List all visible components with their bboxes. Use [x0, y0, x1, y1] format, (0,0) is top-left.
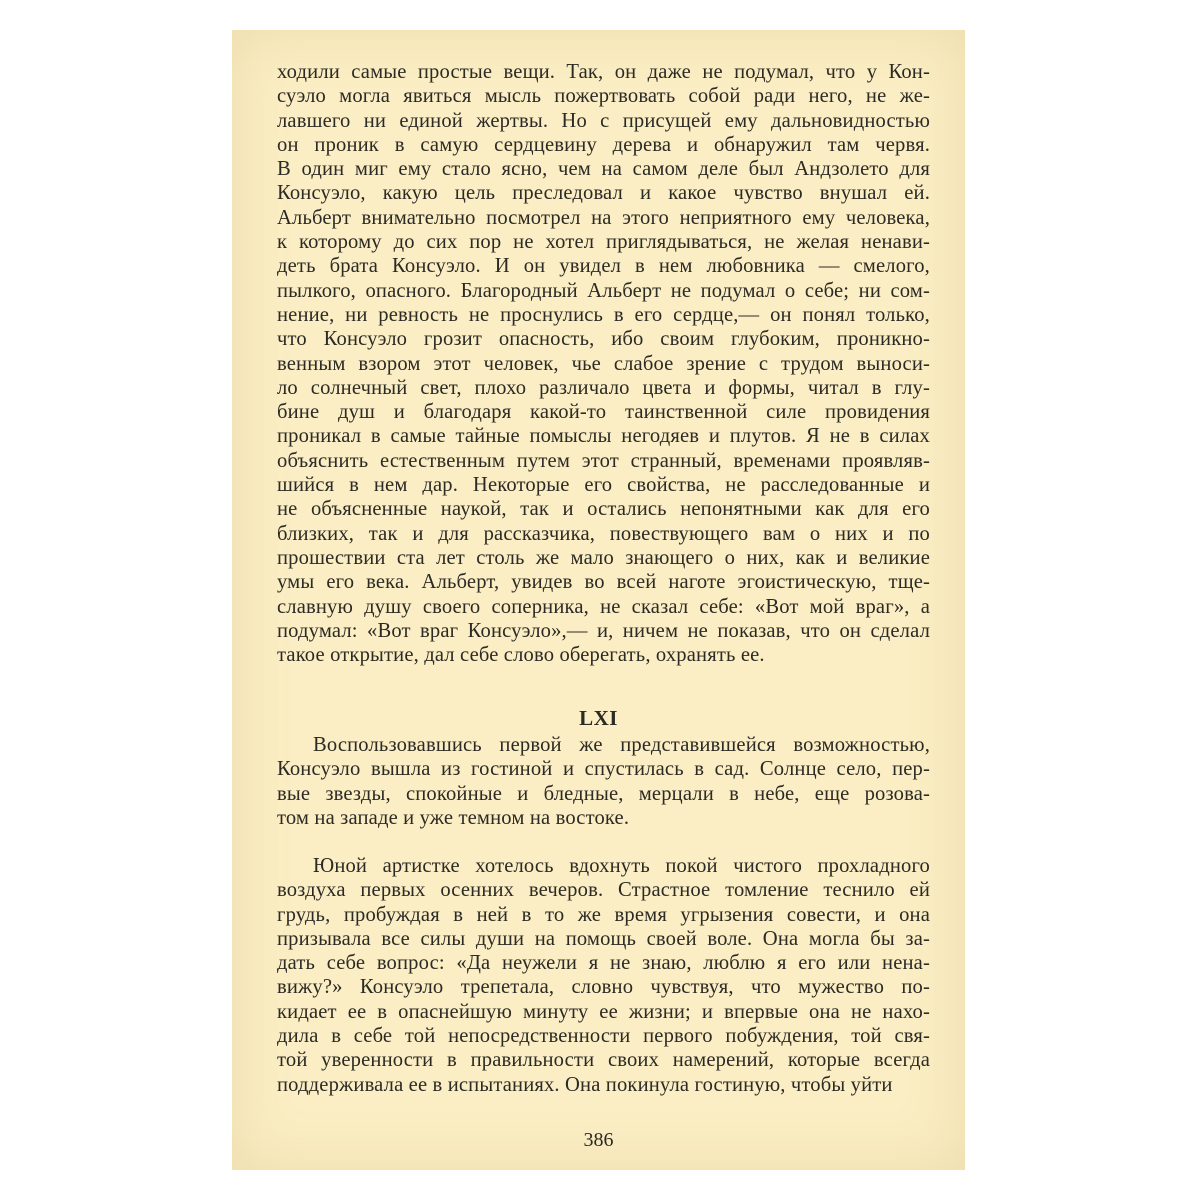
text-line: В один миг ему стало ясно, чем на самом деле был Андзолето для	[277, 158, 930, 181]
text-line: воздуха первых осенних вечеров. Страстное томление теснило ей	[277, 879, 930, 902]
text-line: венным взором этот человек, чье слабое зрение с трудом выноси-	[277, 352, 930, 375]
text-line: Консуэло, какую цель преследовал и какое чувство внушал ей.	[277, 182, 930, 205]
text-line: нение, ни ревность не проснулись в его сердце,— он понял только,	[277, 303, 930, 326]
text-line: Воспользовавшись первой же представившейся возможностью,	[313, 734, 930, 756]
text-line: что Консуэло грозит опасность, ибо своим глубоким, проникно-	[277, 328, 930, 351]
text-line: проникал в самые тайные помыслы негодяев и плутов. Я не в силах	[277, 425, 930, 448]
text-line: кидает ее в опаснейшую минуту ее жизни; и впервые она не нахо-	[277, 1000, 930, 1023]
paragraph-2	[277, 733, 930, 830]
text-line: суэло могла явиться мысль пожертвовать собой ради него, не же-	[277, 85, 930, 108]
text-line: грудь, пробуждая в ней в то же время угрызения совести, и она	[277, 903, 930, 926]
text-line: поддерживала ее в испытаниях. Она покинула гостиную, чтобы уйти	[277, 1073, 893, 1096]
text-line: он проник в самую сердцевину дерева и обнаружил там червя.	[277, 133, 930, 156]
text-line: дать себе вопрос: «Да неужели я не знаю, люблю я его или нена-	[277, 952, 930, 975]
text-line: такое открытие, дал себе слово оберегать, охранять ее.	[277, 644, 765, 667]
text-line: не объясненные наукой, так и остались непонятными как для его	[277, 498, 930, 521]
text-line: вые звезды, спокойные и бледные, мерцали в небе, еще розова-	[277, 782, 930, 805]
text-line: объяснить естественным путем этот странный, временами проявляв-	[277, 449, 930, 472]
text-line: деть брата Консуэло. И он увидел в нем любовника — смелого,	[277, 255, 930, 278]
text-line: призывала все силы души на помощь своей воле. Она могла бы за-	[277, 927, 930, 950]
text-line: том на западе и уже темном на востоке.	[277, 806, 630, 829]
text-line: к которому до сих пор не хотел приглядываться, не желая ненави-	[277, 231, 930, 254]
text-line: лавшего ни единой жертвы. Но с присущей ему дальновидностью	[277, 109, 930, 132]
text-line: умы его века. Альберт, увидев во всей наготе эгоистическую, тще-	[277, 571, 930, 594]
text-line: прошествии ста лет столь же мало знающего о них, как и великие	[277, 546, 930, 569]
paragraph-1	[277, 60, 930, 667]
text-line: той уверенности в правильности своих намерений, которые всегда	[277, 1049, 930, 1072]
chapter-heading: LXI	[579, 706, 618, 730]
page-number: 386	[583, 1129, 614, 1151]
text-line: Юной артистке хотелось вдохнуть покой чистого прохладного	[313, 855, 930, 877]
text-line: близких, так и для рассказчика, повествующего вам о них и по	[277, 522, 930, 545]
text-line: вижу?» Консуэло трепетала, словно чувствуя, что мужество по-	[277, 976, 930, 999]
text-line: ходили самые простые вещи. Так, он даже не подумал, что у Кон-	[277, 61, 930, 83]
text-line: Консуэло вышла из гостиной и спустилась в сад. Солнце село, пер-	[277, 758, 930, 781]
text-line: славную душу своего соперника, не сказал себе: «Вот мой враг», а	[277, 595, 930, 618]
text-line: ло солнечный свет, плохо различало цвета и формы, читал в глу-	[277, 376, 930, 399]
text-line: шийся в нем дар. Некоторые его свойства, не расследованные и	[277, 474, 930, 497]
text-line: пылкого, опасного. Благородный Альберт не подумал о себе; ни сом-	[277, 279, 930, 302]
text-line: бине душ и благодаря какой-то таинственной силе провидения	[277, 401, 930, 424]
book-page	[232, 30, 965, 1170]
text-line: подумал: «Вот враг Консуэло»,— и, ничем не показав, что он сделал	[277, 619, 930, 642]
paragraph-3	[277, 854, 930, 1097]
text-line: Альберт внимательно посмотрел на этого неприятного ему человека,	[277, 206, 930, 229]
text-line: дила в себе той непосредственности первого побуждения, той свя-	[277, 1025, 930, 1048]
